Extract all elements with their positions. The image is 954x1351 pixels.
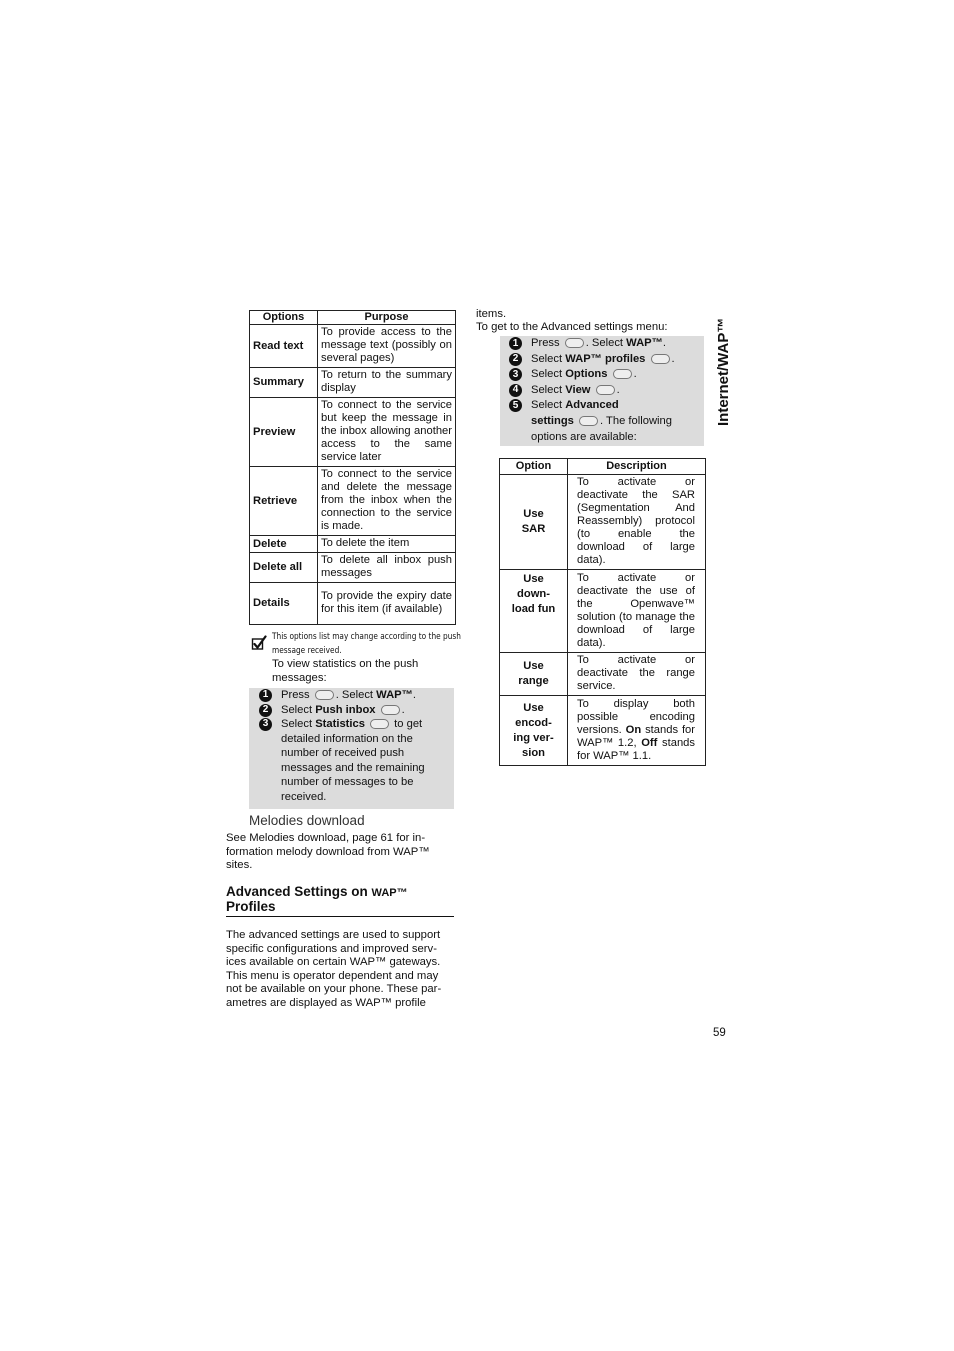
option-purpose: To connect to the service and delete the message from the inbox when the connection to the service is made. [318, 467, 456, 536]
step-number-2: 2 [259, 704, 272, 717]
table-row [250, 536, 456, 553]
option-details: Details [250, 583, 318, 625]
option-delete-all: Delete all [250, 553, 318, 583]
menu-key-icon [370, 719, 389, 729]
option-purpose: To delete all inbox push messages [318, 553, 456, 583]
step-number-5: 5 [509, 399, 522, 412]
advanced-settings-text: The advanced settings are used to support specific configurations and improved serv- ices available on certain WAP™ gateways. This menu is operator dependent and may not be available on your phone. These par- ametres are displayed as WAP™ profile [226, 929, 442, 1009]
table-row [250, 398, 456, 467]
advanced-options-table [499, 458, 706, 766]
option-use-download-fun: Use down- load fun [500, 570, 568, 653]
option-purpose: To return to the summary display [318, 368, 456, 398]
option-read-text: Read text [250, 325, 318, 368]
table-row [250, 368, 456, 398]
menu-key-icon [381, 705, 400, 715]
menu-key-icon [596, 385, 615, 395]
menu-key-icon [565, 338, 584, 348]
option-use-range: Use range [500, 653, 568, 696]
option-description: To activate or deactivate the range service. [568, 653, 706, 696]
statistics-intro: To view statistics on the push messages: [272, 658, 419, 684]
option-purpose: To provide the expiry date for this item (if available) [318, 583, 456, 625]
page-number: 59 [713, 1027, 726, 1039]
step-1: 1 Press . Select WAP™. [509, 336, 701, 352]
push-options-table [249, 310, 456, 625]
step-3: 3 Select Statistics to get detailed information on the number of received push messages and the remaining number of messages to be received. [259, 717, 451, 804]
column-header-option: Option [500, 459, 568, 475]
menu-key-icon [613, 369, 632, 379]
option-preview: Preview [250, 398, 318, 467]
step-number-2: 2 [509, 353, 522, 366]
continued-text: items. [476, 308, 507, 320]
step-3: 3 Select Options . [509, 367, 701, 383]
step-1: 1 Press . Select WAP™. [259, 688, 451, 703]
table-row [250, 325, 456, 368]
column-header-purpose: Purpose [318, 311, 456, 325]
step-number-1: 1 [259, 689, 272, 702]
advanced-menu-intro: To get to the Advanced settings menu: [476, 321, 668, 333]
melodies-heading: Melodies download [249, 813, 365, 828]
table-header-row [500, 459, 706, 475]
table-row [500, 570, 706, 653]
step-5: 5 Select Advanced settings . The following options are available: [509, 398, 701, 445]
step-2: 2 Select WAP™ profiles . [509, 352, 701, 368]
table-row [250, 553, 456, 583]
heading-rule [226, 916, 454, 917]
step-number-3: 3 [259, 718, 272, 731]
step-2: 2 Select Push inbox . [259, 703, 451, 718]
table-row [250, 583, 456, 625]
step-number-3: 3 [509, 368, 522, 381]
menu-key-icon [315, 690, 334, 700]
column-header-options: Options [250, 311, 318, 325]
table-header-row [250, 311, 456, 325]
step-number-4: 4 [509, 384, 522, 397]
note-text: This options list may change according to the push message received. [272, 632, 461, 656]
option-description: To display both possible encoding versions. On stands for WAP™ 1.2, Off stands for WAP™ 1.1. [568, 696, 706, 766]
step-number-1: 1 [509, 337, 522, 350]
option-use-sar: Use SAR [500, 475, 568, 570]
melodies-text: See Melodies download, page 61 for in- formation melody download from WAP™ sites. [226, 832, 430, 872]
option-delete: Delete [250, 536, 318, 553]
statistics-steps-box [249, 688, 454, 809]
option-description: To activate or deactivate the SAR (Segmentation And Reassembly) protocol (to enable the download of large data). [568, 475, 706, 570]
menu-key-icon [651, 354, 670, 364]
advanced-settings-heading: Advanced Settings on WAP™ Profiles [226, 884, 408, 914]
option-summary: Summary [250, 368, 318, 398]
option-purpose: To delete the item [318, 536, 456, 553]
table-row [500, 696, 706, 766]
option-description: To activate or deactivate the use of the Openwave™ solution (to manage the download of large data). [568, 570, 706, 653]
option-purpose: To provide access to the message text (possibly on several pages) [318, 325, 456, 368]
option-purpose: To connect to the service but keep the message in the inbox allowing another access to the same service later [318, 398, 456, 467]
checkmark-note-icon [251, 635, 267, 651]
column-header-description: Description [568, 459, 706, 475]
table-row [500, 475, 706, 570]
advanced-steps-box [500, 336, 704, 446]
option-retrieve: Retrieve [250, 467, 318, 536]
table-row [250, 467, 456, 536]
step-4: 4 Select View . [509, 383, 701, 399]
option-use-encoding-version: Use encod- ing ver- sion [500, 696, 568, 766]
table-row [500, 653, 706, 696]
section-side-title: Internet/WAP™ [715, 317, 732, 426]
menu-key-icon [579, 416, 598, 426]
